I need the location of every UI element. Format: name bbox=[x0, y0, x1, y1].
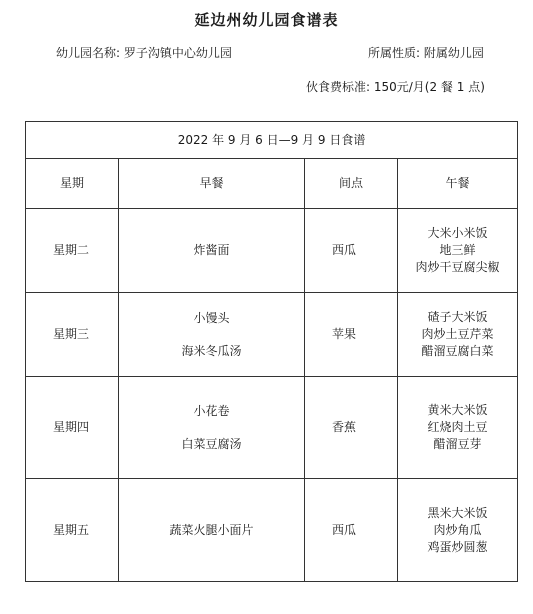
lunch-item: 醋溜豆腐白菜 bbox=[421, 344, 494, 358]
lunch-item: 黄米大米饭 bbox=[427, 403, 488, 417]
meal-fee-standard: 伙食费标准: 150元/月(2 餐 1 点) bbox=[306, 80, 485, 94]
caption-row bbox=[26, 122, 518, 159]
breakfast-item: 海米冬瓜汤 bbox=[181, 343, 242, 358]
lunch-cell bbox=[398, 293, 518, 377]
breakfast-cell bbox=[119, 293, 305, 377]
table-row bbox=[26, 377, 518, 479]
header-row bbox=[26, 159, 518, 209]
weekday-cell: 星期二 bbox=[26, 209, 119, 293]
lunch-item: 醋溜豆芽 bbox=[433, 437, 482, 451]
lunch-item: 红烧肉土豆 bbox=[427, 420, 488, 434]
lunch-item: 碴子大米饭 bbox=[427, 310, 488, 324]
lunch-item: 大米小米饭 bbox=[427, 226, 488, 240]
lunch-item: 黑米大米饭 bbox=[427, 505, 488, 520]
breakfast-item: 蔬菜火腿小面片 bbox=[169, 522, 254, 537]
weekday-cell: 星期四 bbox=[26, 377, 119, 479]
breakfast-item: 小花卷 bbox=[193, 403, 230, 418]
menu-table bbox=[25, 121, 518, 582]
table-row bbox=[26, 293, 518, 377]
snack-cell: 香蕉 bbox=[305, 377, 398, 479]
breakfast-cell bbox=[119, 209, 305, 293]
kindergarten-name: 幼儿园名称: 罗子沟镇中心幼儿园 bbox=[56, 46, 232, 60]
snack-cell: 西瓜 bbox=[305, 209, 398, 293]
header-lunch: 午餐 bbox=[398, 159, 518, 209]
lunch-item: 肉炒干豆腐尖椒 bbox=[415, 260, 500, 274]
header-weekday: 星期 bbox=[26, 159, 119, 209]
breakfast-cell bbox=[119, 479, 305, 582]
snack-cell: 苹果 bbox=[305, 293, 398, 377]
table-row bbox=[26, 479, 518, 582]
lunch-item: 鸡蛋炒圆葱 bbox=[427, 539, 488, 554]
breakfast-item: 小馒头 bbox=[193, 310, 230, 325]
lunch-item: 肉炒土豆芹菜 bbox=[421, 327, 494, 341]
menu-caption: 2022 年 9 月 6 日—9 月 9 日食谱 bbox=[26, 122, 518, 159]
affiliation-nature: 所属性质: 附属幼儿园 bbox=[368, 46, 484, 60]
lunch-cell bbox=[398, 209, 518, 293]
snack-cell: 西瓜 bbox=[305, 479, 398, 582]
header-snack: 间点 bbox=[305, 159, 398, 209]
weekday-cell: 星期三 bbox=[26, 293, 119, 377]
lunch-cell bbox=[398, 377, 518, 479]
table-row bbox=[26, 209, 518, 293]
weekday-cell: 星期五 bbox=[26, 479, 119, 582]
lunch-item: 地三鲜 bbox=[439, 243, 476, 257]
lunch-item: 肉炒角瓜 bbox=[433, 522, 482, 537]
breakfast-cell bbox=[119, 377, 305, 479]
document-title: 延边州幼儿园食谱表 bbox=[194, 11, 339, 29]
lunch-cell bbox=[398, 479, 518, 582]
header-breakfast: 早餐 bbox=[119, 159, 305, 209]
breakfast-item: 白菜豆腐汤 bbox=[181, 436, 242, 451]
breakfast-item: 炸酱面 bbox=[193, 243, 230, 257]
